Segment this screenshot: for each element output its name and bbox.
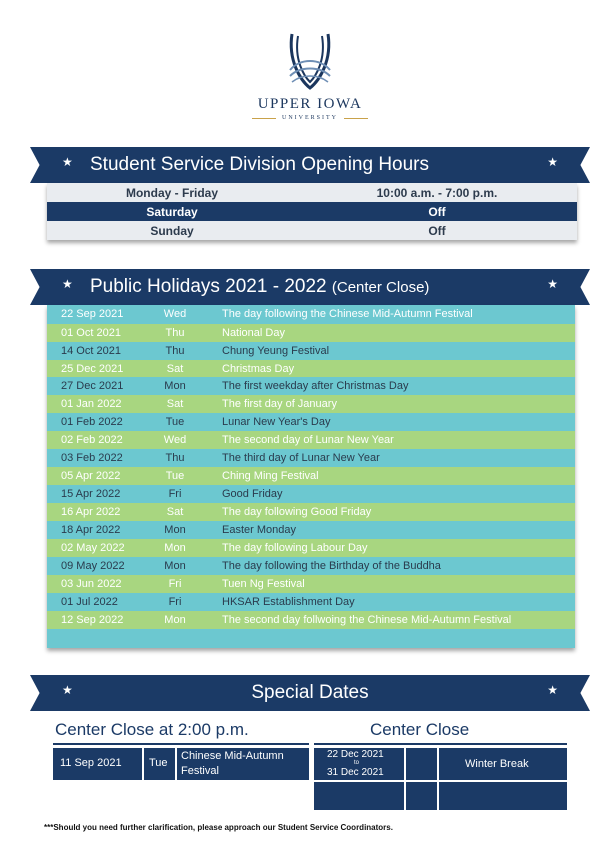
holiday-weekday: Tue — [165, 470, 185, 482]
holiday-weekday: Thu — [165, 452, 185, 464]
hours-cell: Off — [428, 204, 446, 219]
holiday-weekday: Mon — [164, 380, 186, 392]
close-date-to-word: to — [354, 760, 360, 766]
holiday-weekday: Mon — [164, 542, 186, 554]
early-close-date-cell — [53, 748, 142, 780]
holiday-date: 02 May 2022 — [61, 542, 125, 554]
holiday-date: 15 Apr 2022 — [61, 488, 121, 500]
holiday-weekday: Sat — [166, 398, 184, 410]
holiday-name: The day following the Chinese Mid-Autumn Festival — [222, 308, 473, 320]
early-close-name-line2: Festival — [181, 765, 219, 777]
holiday-date: 03 Jun 2022 — [61, 578, 122, 590]
special-dates-title: Special Dates — [251, 682, 369, 703]
holiday-weekday: Tue — [165, 416, 185, 428]
close-name-cell — [439, 748, 567, 780]
holiday-date: 25 Dec 2021 — [61, 363, 124, 375]
hours-row — [47, 183, 577, 202]
hours-cell: Off — [428, 223, 446, 238]
day-cell: Monday - Friday — [125, 185, 218, 200]
holiday-row — [47, 557, 575, 575]
holiday-weekday: Thu — [165, 345, 185, 357]
early-close-weekday: Tue — [149, 757, 168, 769]
holiday-weekday: Fri — [168, 578, 182, 590]
early-close-name-cell — [177, 748, 309, 780]
holiday-date: 18 Apr 2022 — [61, 524, 121, 536]
close-heading: Center Close — [370, 720, 470, 739]
star-icon: ★ — [547, 277, 558, 291]
holiday-date: 14 Oct 2021 — [61, 345, 121, 357]
holiday-row — [47, 539, 575, 557]
university-name: UPPER IOWA — [257, 96, 363, 112]
holiday-row — [47, 485, 575, 503]
holiday-name: The day following Labour Day — [222, 542, 368, 554]
holiday-row — [47, 377, 575, 395]
day-cell: Sunday — [150, 223, 194, 238]
holiday-weekday: Wed — [163, 434, 187, 446]
star-icon: ★ — [547, 155, 558, 169]
empty-cell — [314, 782, 404, 810]
holiday-weekday: Mon — [164, 560, 186, 572]
opening-hours-title: Student Service Division Opening Hours — [90, 154, 430, 175]
divider — [314, 743, 567, 745]
holiday-weekday: Mon — [164, 524, 186, 536]
holiday-row — [47, 611, 575, 629]
holiday-name: Good Friday — [222, 488, 283, 500]
holiday-weekday: Sat — [166, 506, 184, 518]
holiday-name: Chung Yeung Festival — [222, 345, 330, 357]
holiday-weekday: Sat — [166, 363, 184, 375]
holiday-name: The day following Good Friday — [222, 506, 372, 518]
holiday-row — [47, 395, 575, 413]
holiday-date: 01 Feb 2022 — [61, 416, 123, 428]
holiday-row — [47, 593, 575, 611]
empty-cell — [439, 782, 567, 810]
holiday-weekday: Fri — [168, 596, 182, 608]
holiday-row — [47, 324, 575, 342]
holidays-banner — [30, 269, 590, 305]
holiday-name: Easter Monday — [222, 524, 296, 536]
holiday-date: 01 Oct 2021 — [61, 327, 121, 339]
opening-hours-banner — [30, 147, 590, 183]
divider — [344, 118, 368, 119]
holiday-row — [47, 342, 575, 360]
holiday-date: 16 Apr 2022 — [61, 506, 121, 518]
holiday-row — [47, 521, 575, 539]
holiday-name: The day following the Birthday of the Buddha — [222, 560, 441, 572]
star-icon: ★ — [62, 155, 73, 169]
holiday-date: 01 Jul 2022 — [61, 596, 118, 608]
crest-icon — [286, 30, 334, 94]
holiday-date: 03 Feb 2022 — [61, 452, 123, 464]
holiday-name: The second day follwoing the Chinese Mid-Autumn Festival — [222, 614, 512, 626]
empty-cell — [406, 782, 437, 810]
holiday-weekday: Thu — [165, 327, 185, 339]
holiday-row — [47, 305, 575, 323]
holiday-weekday: Wed — [163, 308, 187, 320]
holiday-date: 12 Sep 2022 — [61, 614, 124, 626]
holiday-name: The first weekday after Christmas Day — [222, 380, 409, 392]
holiday-date: 02 Feb 2022 — [61, 434, 123, 446]
holiday-name: The second day of Lunar New Year — [222, 434, 394, 446]
holiday-row — [47, 575, 575, 593]
special-dates-banner — [30, 675, 590, 711]
holiday-row — [47, 449, 575, 467]
day-cell: Saturday — [146, 204, 198, 219]
divider — [53, 743, 309, 745]
star-icon: ★ — [547, 683, 558, 697]
holiday-weekday: Fri — [168, 488, 182, 500]
early-close-date: 11 Sep 2021 — [60, 757, 122, 769]
holidays-table — [47, 305, 575, 648]
hours-row — [47, 202, 577, 221]
close-weekday-cell — [406, 748, 437, 780]
close-date-cell — [314, 748, 404, 780]
holiday-name: Tuen Ng Festival — [222, 578, 305, 590]
holiday-name: HKSAR Establishment Day — [222, 596, 355, 608]
holiday-row — [47, 413, 575, 431]
early-close-heading: Center Close at 2:00 p.m. — [55, 720, 249, 739]
holiday-name: Christmas Day — [222, 363, 295, 375]
holiday-name: National Day — [222, 327, 285, 339]
holidays-title — [90, 276, 429, 298]
holiday-name: Ching Ming Festival — [222, 470, 319, 482]
holiday-row — [47, 431, 575, 449]
holiday-row — [47, 503, 575, 521]
footnote: ***Should you need further clarification, please approach our Student Service Coordinators. — [44, 823, 393, 832]
close-name: Winter Break — [465, 758, 529, 770]
close-date-from: 22 Dec 2021 — [327, 749, 384, 760]
holidays-title-main: Public Holidays 2021 - 2022 — [90, 276, 327, 297]
holiday-row — [47, 467, 575, 485]
holiday-date: 09 May 2022 — [61, 560, 125, 572]
opening-hours-table — [47, 183, 577, 240]
early-close-weekday-cell — [144, 748, 175, 780]
holiday-name: The third day of Lunar New Year — [222, 452, 380, 464]
hours-row — [47, 221, 577, 240]
holidays-title-suffix: (Center Close) — [331, 279, 430, 296]
star-icon: ★ — [62, 277, 73, 291]
holiday-date: 01 Jan 2022 — [61, 398, 122, 410]
star-icon: ★ — [62, 683, 73, 697]
holiday-date: 22 Sep 2021 — [61, 308, 124, 320]
close-date-to: 31 Dec 2021 — [327, 767, 384, 778]
holiday-date: 05 Apr 2022 — [61, 470, 121, 482]
early-close-name-line1: Chinese Mid-Autumn — [181, 750, 284, 762]
holiday-weekday: Mon — [164, 614, 186, 626]
holiday-date: 27 Dec 2021 — [61, 380, 124, 392]
university-logo — [250, 30, 370, 130]
hours-cell: 10:00 a.m. - 7:00 p.m. — [376, 185, 498, 200]
university-subtitle: UNIVERSITY — [282, 115, 338, 121]
holiday-name: The first day of January — [222, 398, 337, 410]
holiday-row — [47, 360, 575, 378]
holiday-name: Lunar New Year's Day — [222, 416, 331, 428]
